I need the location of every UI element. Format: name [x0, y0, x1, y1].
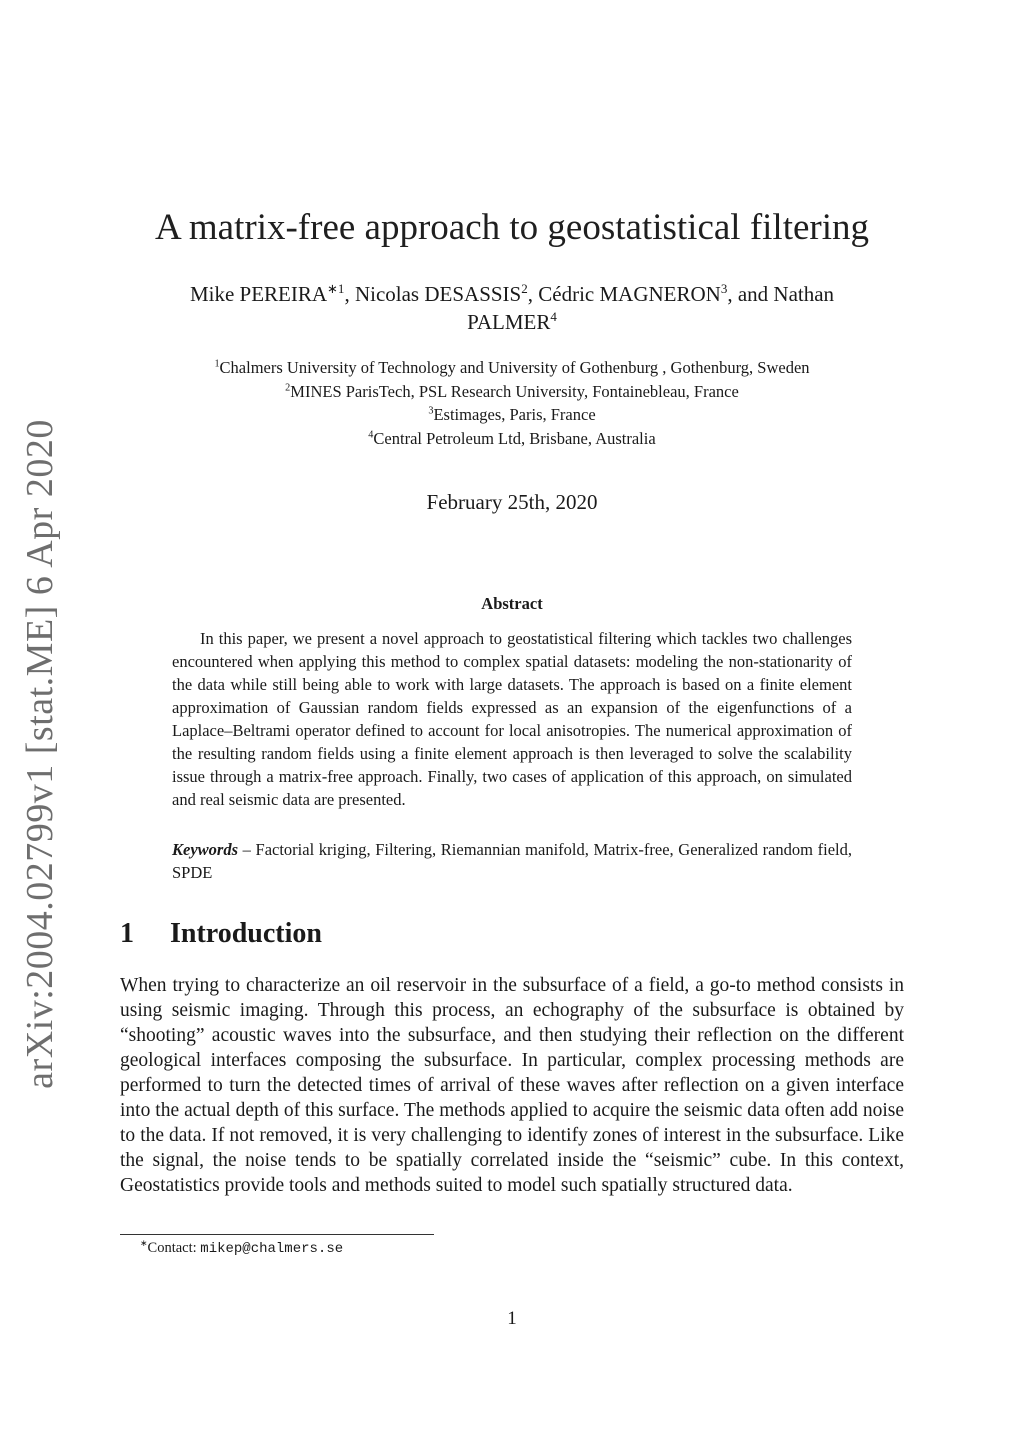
- page-number: 1: [507, 1308, 517, 1329]
- keywords-text: – Factorial kriging, Filtering, Riemannian manifold, Matrix-free, Generalized random field, SPDE: [172, 840, 852, 882]
- affiliation-marker: 3: [428, 405, 434, 417]
- footnote-marker: ∗: [140, 1238, 148, 1249]
- footnote: [140, 1240, 343, 1257]
- paper-title: A matrix-free approach to geostatistical filtering: [154, 207, 870, 248]
- affiliation-text: MINES ParisTech, PSL Research University, Fontainebleau, France: [290, 381, 739, 401]
- affiliation-list: [112, 356, 912, 450]
- author-name: Nicolas DESASSIS: [354, 282, 522, 306]
- affiliation-marker: 1: [214, 358, 220, 370]
- author-separator: ,: [527, 282, 539, 306]
- author-affil-marker: 3: [720, 281, 728, 296]
- author-name: Cédric MAGNERON: [538, 282, 721, 306]
- affiliation-text: Chalmers University of Technology and University of Gothenburg , Gothenburg, Sweden: [219, 358, 810, 377]
- section-number: 1: [120, 918, 134, 949]
- affiliation: [112, 427, 912, 451]
- introduction-paragraph: When trying to characterize an oil reservoir in the subsurface of a field, a go-to method consists in using seismic imaging. Through this process, an echography of the subsurface is obtained by “shooting” acoustic waves into the subsurface, and then studying their reflection on the different geological interfaces composing the subsurface. In particular, complex processing methods are performed to turn the detected times of arrival of these waves after reflection on a given interface into the actual depth of this surface. The methods applied to acquire the seismic data often add noise to the data. If not removed, it is very challenging to identify zones of interest in the subsurface. Like the signal, the noise tends to be spatially correlated inside the “seismic” cube. In this context, Geostatistics provide tools and methods suited to model such spatially structured data.: [120, 975, 904, 1196]
- author-affil-marker: 4: [550, 309, 557, 324]
- affiliation: [112, 356, 912, 380]
- affiliation-marker: 2: [285, 382, 291, 393]
- author-list: [112, 280, 912, 336]
- affiliation-text: Central Petroleum Ltd, Brisbane, Australia: [373, 428, 656, 448]
- affiliation-marker: 4: [368, 429, 374, 440]
- author-name: PALMER: [467, 310, 551, 334]
- abstract-paragraph: In this paper, we present a novel approach to geostatistical filtering which tackles two challenges encountered when applying this method to complex spatial datasets: modeling the non-stationarity of the data while still being able to work with large datasets. The approach is based on a finite element approximation of Gaussian random fields expressed as an expansion of the eigenfunctions of a Laplace–Beltrami operator defined to account for local anisotropies. The numerical approximation of the resulting random fields using a finite element approach is then leveraged to solve the scalability issue through a matrix-free approach. Finally, two cases of application of this approach, on simulated and real seismic data are presented.: [172, 629, 852, 809]
- affiliation: [112, 380, 912, 404]
- abstract-heading: Abstract: [481, 594, 543, 613]
- author-separator: , and Nathan: [727, 282, 835, 306]
- publication-date: February 25th, 2020: [426, 490, 598, 514]
- author-affil-marker: 2: [521, 281, 528, 296]
- contact-email: mikep@chalmers.se: [200, 1241, 344, 1257]
- author-name: Mike PEREIRA: [189, 282, 328, 306]
- affiliation-text: Estimages, Paris, France: [433, 405, 596, 424]
- footnote-rule: [120, 1234, 434, 1235]
- keywords-label: Keywords: [172, 840, 238, 859]
- author-affil-marker: ∗1: [327, 281, 345, 296]
- arxiv-identifier-stamp: arXiv:2004.02799v1 [stat.ME] 6 Apr 2020: [19, 419, 61, 1089]
- author-separator: ,: [344, 282, 355, 306]
- section-title: Introduction: [170, 918, 322, 949]
- keywords-line: [172, 838, 852, 884]
- affiliation: [112, 403, 912, 427]
- abstract-text: [172, 627, 852, 811]
- section-heading: [120, 918, 322, 950]
- footnote-label: Contact:: [147, 1240, 201, 1256]
